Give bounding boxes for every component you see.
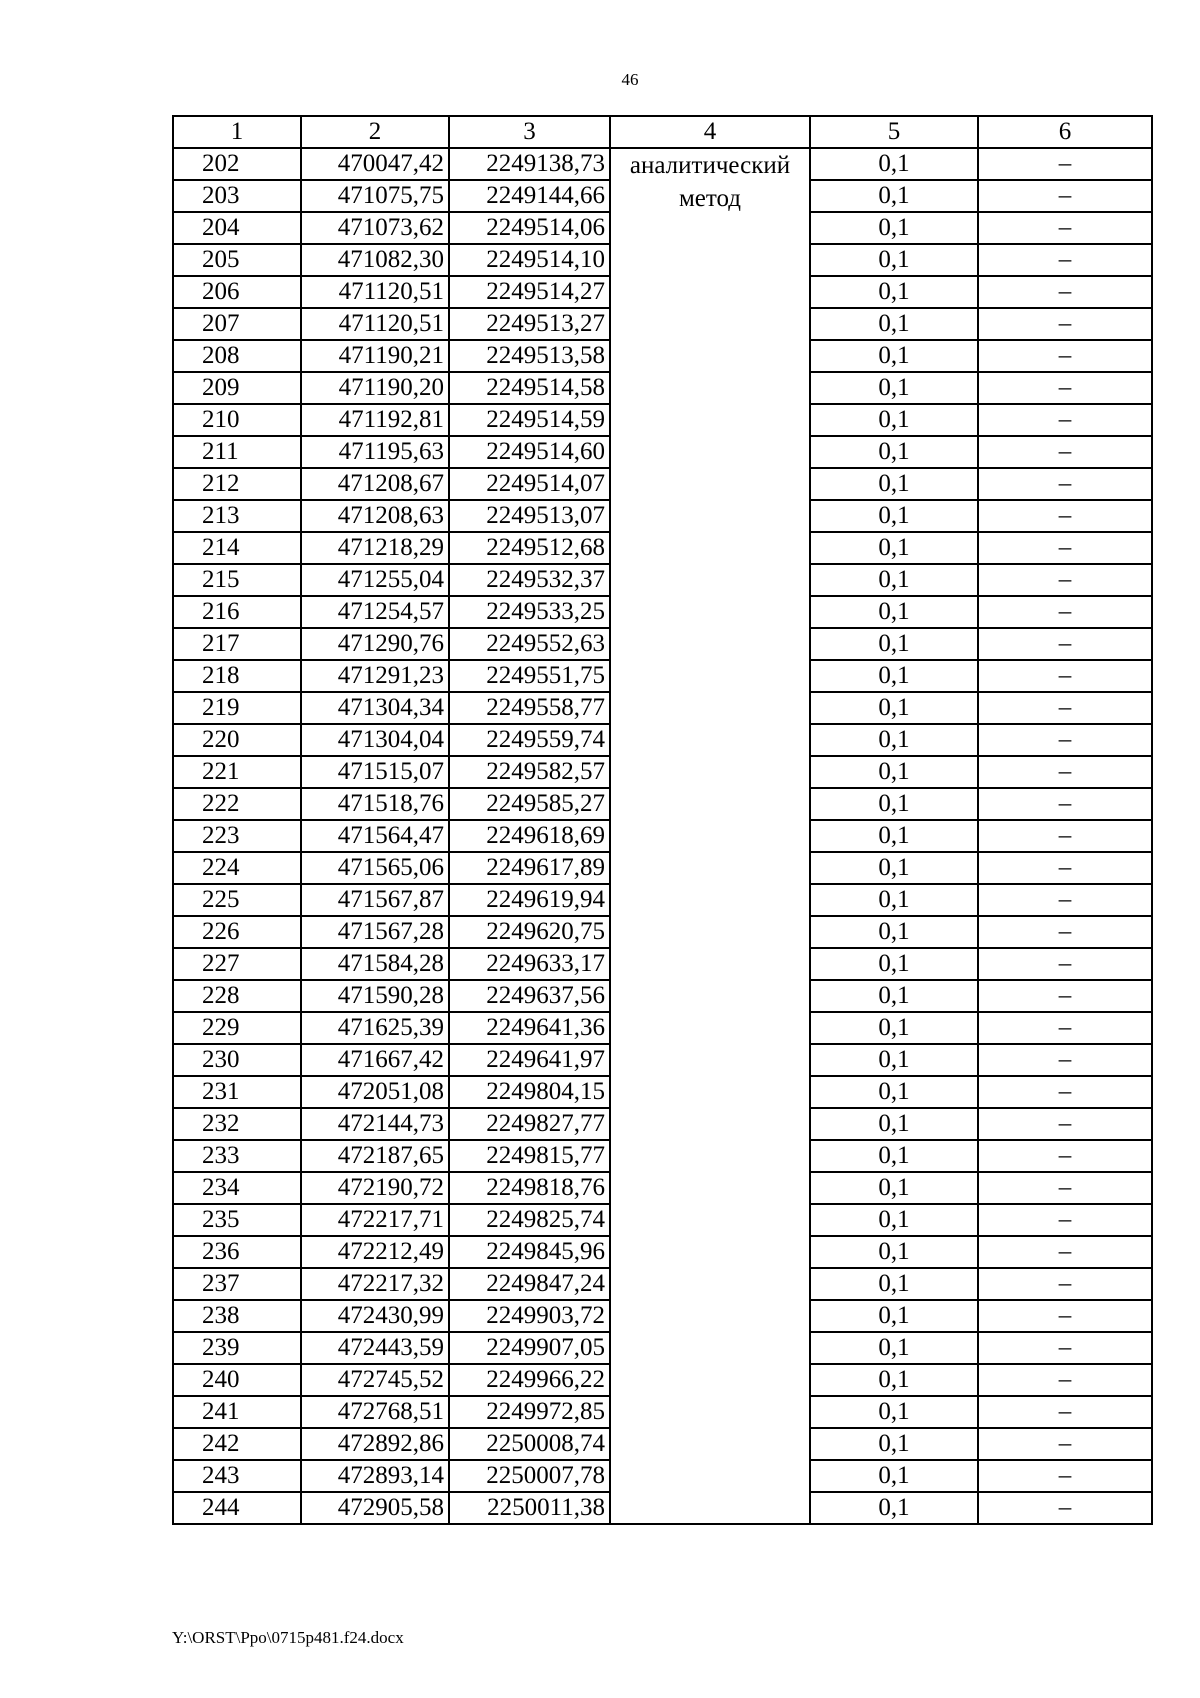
note-cell: – [978, 1428, 1152, 1460]
y-coordinate-cell: 2249641,97 [449, 1044, 610, 1076]
y-coordinate-cell: 2249558,77 [449, 692, 610, 724]
point-number-cell: 235 [173, 1204, 301, 1236]
x-coordinate-cell: 472443,59 [301, 1332, 449, 1364]
x-coordinate-cell: 472905,58 [301, 1492, 449, 1524]
point-number-cell: 203 [173, 180, 301, 212]
accuracy-cell: 0,1 [810, 660, 978, 692]
accuracy-cell: 0,1 [810, 276, 978, 308]
note-cell: – [978, 404, 1152, 436]
accuracy-cell: 0,1 [810, 1364, 978, 1396]
x-coordinate-cell: 472745,52 [301, 1364, 449, 1396]
header-cell: 3 [449, 116, 610, 148]
y-coordinate-cell: 2249966,22 [449, 1364, 610, 1396]
point-number-cell: 228 [173, 980, 301, 1012]
x-coordinate-cell: 471190,20 [301, 372, 449, 404]
y-coordinate-cell: 2249514,06 [449, 212, 610, 244]
accuracy-cell: 0,1 [810, 980, 978, 1012]
accuracy-cell: 0,1 [810, 436, 978, 468]
point-number-cell: 242 [173, 1428, 301, 1460]
y-coordinate-cell: 2249845,96 [449, 1236, 610, 1268]
point-number-cell: 241 [173, 1396, 301, 1428]
y-coordinate-cell: 2249138,73 [449, 148, 610, 180]
x-coordinate-cell: 472217,71 [301, 1204, 449, 1236]
x-coordinate-cell: 471565,06 [301, 852, 449, 884]
y-coordinate-cell: 2249815,77 [449, 1140, 610, 1172]
x-coordinate-cell: 472768,51 [301, 1396, 449, 1428]
accuracy-cell: 0,1 [810, 1396, 978, 1428]
note-cell: – [978, 916, 1152, 948]
note-cell: – [978, 564, 1152, 596]
x-coordinate-cell: 471291,23 [301, 660, 449, 692]
table-header-row [173, 116, 1152, 148]
note-cell: – [978, 436, 1152, 468]
note-cell: – [978, 532, 1152, 564]
accuracy-cell: 0,1 [810, 148, 978, 180]
note-cell: – [978, 1492, 1152, 1524]
note-cell: – [978, 852, 1152, 884]
note-cell: – [978, 212, 1152, 244]
header-cell: 5 [810, 116, 978, 148]
accuracy-cell: 0,1 [810, 564, 978, 596]
note-cell: – [978, 1076, 1152, 1108]
accuracy-cell: 0,1 [810, 244, 978, 276]
point-number-cell: 238 [173, 1300, 301, 1332]
x-coordinate-cell: 471304,04 [301, 724, 449, 756]
point-number-cell: 219 [173, 692, 301, 724]
accuracy-cell: 0,1 [810, 532, 978, 564]
point-number-cell: 206 [173, 276, 301, 308]
y-coordinate-cell: 2249633,17 [449, 948, 610, 980]
point-number-cell: 208 [173, 340, 301, 372]
x-coordinate-cell: 471190,21 [301, 340, 449, 372]
x-coordinate-cell: 472187,65 [301, 1140, 449, 1172]
note-cell: – [978, 1172, 1152, 1204]
y-coordinate-cell: 2249513,27 [449, 308, 610, 340]
note-cell: – [978, 180, 1152, 212]
note-cell: – [978, 596, 1152, 628]
note-cell: – [978, 1460, 1152, 1492]
point-number-cell: 220 [173, 724, 301, 756]
note-cell: – [978, 1300, 1152, 1332]
x-coordinate-cell: 471254,57 [301, 596, 449, 628]
y-coordinate-cell: 2249551,75 [449, 660, 610, 692]
note-cell: – [978, 1044, 1152, 1076]
y-coordinate-cell: 2249827,77 [449, 1108, 610, 1140]
y-coordinate-cell: 2249804,15 [449, 1076, 610, 1108]
point-number-cell: 227 [173, 948, 301, 980]
point-number-cell: 217 [173, 628, 301, 660]
accuracy-cell: 0,1 [810, 628, 978, 660]
note-cell: – [978, 1140, 1152, 1172]
x-coordinate-cell: 472212,49 [301, 1236, 449, 1268]
file-path-footer: Y:\ORST\Ppo\0715p481.f24.docx [172, 1628, 404, 1647]
accuracy-cell: 0,1 [810, 404, 978, 436]
x-coordinate-cell: 472893,14 [301, 1460, 449, 1492]
note-cell: – [978, 660, 1152, 692]
x-coordinate-cell: 472190,72 [301, 1172, 449, 1204]
accuracy-cell: 0,1 [810, 308, 978, 340]
note-cell: – [978, 372, 1152, 404]
point-number-cell: 215 [173, 564, 301, 596]
accuracy-cell: 0,1 [810, 756, 978, 788]
x-coordinate-cell: 471584,28 [301, 948, 449, 980]
x-coordinate-cell: 471218,29 [301, 532, 449, 564]
x-coordinate-cell: 472892,86 [301, 1428, 449, 1460]
accuracy-cell: 0,1 [810, 372, 978, 404]
note-cell: – [978, 820, 1152, 852]
table-body [173, 148, 1152, 1524]
x-coordinate-cell: 471564,47 [301, 820, 449, 852]
accuracy-cell: 0,1 [810, 1012, 978, 1044]
accuracy-cell: 0,1 [810, 340, 978, 372]
point-number-cell: 210 [173, 404, 301, 436]
accuracy-cell: 0,1 [810, 1268, 978, 1300]
x-coordinate-cell: 471518,76 [301, 788, 449, 820]
point-number-cell: 244 [173, 1492, 301, 1524]
coordinates-table [172, 115, 1153, 1525]
note-cell: – [978, 340, 1152, 372]
accuracy-cell: 0,1 [810, 1140, 978, 1172]
accuracy-cell: 0,1 [810, 916, 978, 948]
accuracy-cell: 0,1 [810, 500, 978, 532]
accuracy-cell: 0,1 [810, 948, 978, 980]
y-coordinate-cell: 2249559,74 [449, 724, 610, 756]
point-number-cell: 236 [173, 1236, 301, 1268]
point-number-cell: 205 [173, 244, 301, 276]
point-number-cell: 221 [173, 756, 301, 788]
point-number-cell: 209 [173, 372, 301, 404]
note-cell: – [978, 1236, 1152, 1268]
x-coordinate-cell: 470047,42 [301, 148, 449, 180]
note-cell: – [978, 788, 1152, 820]
table-row [173, 148, 1152, 180]
page-number: 46 [621, 70, 639, 89]
accuracy-cell: 0,1 [810, 1076, 978, 1108]
accuracy-cell: 0,1 [810, 180, 978, 212]
y-coordinate-cell: 2249637,56 [449, 980, 610, 1012]
note-cell: – [978, 308, 1152, 340]
y-coordinate-cell: 2249513,07 [449, 500, 610, 532]
note-cell: – [978, 1012, 1152, 1044]
y-coordinate-cell: 2249907,05 [449, 1332, 610, 1364]
y-coordinate-cell: 2250007,78 [449, 1460, 610, 1492]
y-coordinate-cell: 2249513,58 [449, 340, 610, 372]
note-cell: – [978, 1364, 1152, 1396]
y-coordinate-cell: 2249818,76 [449, 1172, 610, 1204]
x-coordinate-cell: 471567,28 [301, 916, 449, 948]
note-cell: – [978, 628, 1152, 660]
point-number-cell: 231 [173, 1076, 301, 1108]
x-coordinate-cell: 471667,42 [301, 1044, 449, 1076]
x-coordinate-cell: 472217,32 [301, 1268, 449, 1300]
note-cell: – [978, 1108, 1152, 1140]
y-coordinate-cell: 2249514,10 [449, 244, 610, 276]
point-number-cell: 207 [173, 308, 301, 340]
x-coordinate-cell: 471192,81 [301, 404, 449, 436]
point-number-cell: 214 [173, 532, 301, 564]
x-coordinate-cell: 472144,73 [301, 1108, 449, 1140]
y-coordinate-cell: 2249620,75 [449, 916, 610, 948]
point-number-cell: 211 [173, 436, 301, 468]
point-number-cell: 230 [173, 1044, 301, 1076]
point-number-cell: 213 [173, 500, 301, 532]
x-coordinate-cell: 471082,30 [301, 244, 449, 276]
x-coordinate-cell: 471567,87 [301, 884, 449, 916]
note-cell: – [978, 980, 1152, 1012]
accuracy-cell: 0,1 [810, 1332, 978, 1364]
accuracy-cell: 0,1 [810, 1108, 978, 1140]
note-cell: – [978, 1396, 1152, 1428]
y-coordinate-cell: 2249512,68 [449, 532, 610, 564]
header-cell: 6 [978, 116, 1152, 148]
x-coordinate-cell: 471625,39 [301, 1012, 449, 1044]
accuracy-cell: 0,1 [810, 1044, 978, 1076]
y-coordinate-cell: 2249847,24 [449, 1268, 610, 1300]
x-coordinate-cell: 471120,51 [301, 276, 449, 308]
y-coordinate-cell: 2249617,89 [449, 852, 610, 884]
y-coordinate-cell: 2249825,74 [449, 1204, 610, 1236]
method-cell: аналитический метод [610, 148, 810, 1524]
y-coordinate-cell: 2249582,57 [449, 756, 610, 788]
point-number-cell: 240 [173, 1364, 301, 1396]
accuracy-cell: 0,1 [810, 1236, 978, 1268]
note-cell: – [978, 692, 1152, 724]
note-cell: – [978, 756, 1152, 788]
point-number-cell: 234 [173, 1172, 301, 1204]
note-cell: – [978, 244, 1152, 276]
x-coordinate-cell: 471073,62 [301, 212, 449, 244]
point-number-cell: 212 [173, 468, 301, 500]
x-coordinate-cell: 471195,63 [301, 436, 449, 468]
note-cell: – [978, 468, 1152, 500]
x-coordinate-cell: 471515,07 [301, 756, 449, 788]
accuracy-cell: 0,1 [810, 884, 978, 916]
y-coordinate-cell: 2249514,60 [449, 436, 610, 468]
note-cell: – [978, 724, 1152, 756]
y-coordinate-cell: 2249514,07 [449, 468, 610, 500]
accuracy-cell: 0,1 [810, 788, 978, 820]
x-coordinate-cell: 471120,51 [301, 308, 449, 340]
accuracy-cell: 0,1 [810, 1460, 978, 1492]
y-coordinate-cell: 2249533,25 [449, 596, 610, 628]
note-cell: – [978, 276, 1152, 308]
accuracy-cell: 0,1 [810, 852, 978, 884]
y-coordinate-cell: 2249514,59 [449, 404, 610, 436]
accuracy-cell: 0,1 [810, 1428, 978, 1460]
point-number-cell: 233 [173, 1140, 301, 1172]
point-number-cell: 222 [173, 788, 301, 820]
y-coordinate-cell: 2249619,94 [449, 884, 610, 916]
x-coordinate-cell: 471075,75 [301, 180, 449, 212]
x-coordinate-cell: 471590,28 [301, 980, 449, 1012]
y-coordinate-cell: 2249532,37 [449, 564, 610, 596]
note-cell: – [978, 1204, 1152, 1236]
point-number-cell: 216 [173, 596, 301, 628]
accuracy-cell: 0,1 [810, 820, 978, 852]
y-coordinate-cell: 2249514,27 [449, 276, 610, 308]
y-coordinate-cell: 2249903,72 [449, 1300, 610, 1332]
y-coordinate-cell: 2249514,58 [449, 372, 610, 404]
note-cell: – [978, 500, 1152, 532]
x-coordinate-cell: 471290,76 [301, 628, 449, 660]
point-number-cell: 239 [173, 1332, 301, 1364]
point-number-cell: 225 [173, 884, 301, 916]
note-cell: – [978, 948, 1152, 980]
y-coordinate-cell: 2250011,38 [449, 1492, 610, 1524]
point-number-cell: 226 [173, 916, 301, 948]
point-number-cell: 223 [173, 820, 301, 852]
accuracy-cell: 0,1 [810, 596, 978, 628]
accuracy-cell: 0,1 [810, 1300, 978, 1332]
y-coordinate-cell: 2249552,63 [449, 628, 610, 660]
y-coordinate-cell: 2249618,69 [449, 820, 610, 852]
x-coordinate-cell: 472430,99 [301, 1300, 449, 1332]
point-number-cell: 204 [173, 212, 301, 244]
accuracy-cell: 0,1 [810, 1204, 978, 1236]
accuracy-cell: 0,1 [810, 724, 978, 756]
y-coordinate-cell: 2249641,36 [449, 1012, 610, 1044]
accuracy-cell: 0,1 [810, 1172, 978, 1204]
y-coordinate-cell: 2249144,66 [449, 180, 610, 212]
x-coordinate-cell: 471208,67 [301, 468, 449, 500]
note-cell: – [978, 148, 1152, 180]
point-number-cell: 224 [173, 852, 301, 884]
y-coordinate-cell: 2249585,27 [449, 788, 610, 820]
point-number-cell: 232 [173, 1108, 301, 1140]
point-number-cell: 218 [173, 660, 301, 692]
note-cell: – [978, 884, 1152, 916]
header-cell: 1 [173, 116, 301, 148]
accuracy-cell: 0,1 [810, 692, 978, 724]
point-number-cell: 229 [173, 1012, 301, 1044]
point-number-cell: 243 [173, 1460, 301, 1492]
header-cell: 4 [610, 116, 810, 148]
header-cell: 2 [301, 116, 449, 148]
y-coordinate-cell: 2249972,85 [449, 1396, 610, 1428]
note-cell: – [978, 1332, 1152, 1364]
x-coordinate-cell: 471208,63 [301, 500, 449, 532]
point-number-cell: 237 [173, 1268, 301, 1300]
x-coordinate-cell: 472051,08 [301, 1076, 449, 1108]
note-cell: – [978, 1268, 1152, 1300]
accuracy-cell: 0,1 [810, 212, 978, 244]
accuracy-cell: 0,1 [810, 468, 978, 500]
x-coordinate-cell: 471304,34 [301, 692, 449, 724]
point-number-cell: 202 [173, 148, 301, 180]
accuracy-cell: 0,1 [810, 1492, 978, 1524]
x-coordinate-cell: 471255,04 [301, 564, 449, 596]
y-coordinate-cell: 2250008,74 [449, 1428, 610, 1460]
